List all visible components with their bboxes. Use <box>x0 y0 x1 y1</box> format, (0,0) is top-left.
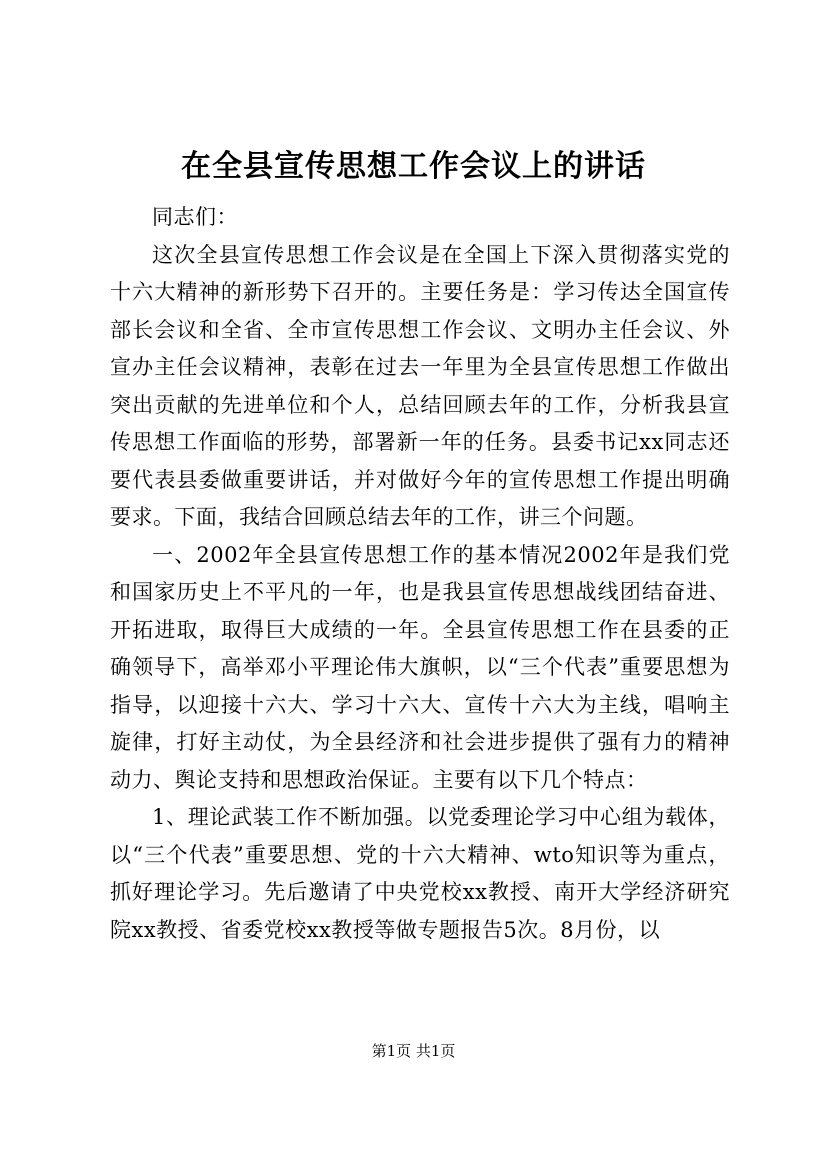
page-number-footer: 第1页 共1页 <box>371 1042 456 1060</box>
salutation-paragraph: 同志们： <box>152 205 238 229</box>
intro-paragraph: 这次全县宣传思想工作会议是在全国上下深入贯彻落实党的十六大精神的新形势下召开的。主要任务是：学习传达全国宣传部长会议和全省、全市宣传思想工作会议、文明办主任会议、外宣办主任会议精神，表彰在过去一年里为全县宣传思想工作做出突出贡献的先进单位和个人，总结回顾去年的工作，分析我县宣传思想工作面临的形势，部署新一年的任务。县委书记xx同志还要代表县委做重要讲话，并对做好今年的宣传思想工作提出明确要求。下面，我结合回顾总结去年的工作，讲三个问题。 <box>110 242 730 529</box>
document-body <box>110 199 730 949</box>
point-one-paragraph: 1、理论武装工作不断加强。以党委理论学习中心组为载体，以“三个代表”重要思想、党的十六大精神、wto知识等为重点，抓好理论学习。先后邀请了中央党校xx教授、南开大学经济研究院xx教授、省委党校xx教授等做专题报告5次。8月份，以 <box>110 805 730 942</box>
document-title: 在全县宣传思想工作会议上的讲话 <box>181 149 646 184</box>
section-one-paragraph: 一、2002年全县宣传思想工作的基本情况2002年是我们党和国家历史上不平凡的一年，也是我县宣传思想战线团结奋进、开拓进取，取得巨大成绩的一年。全县宣传思想工作在县委的正确领导下，高举邓小平理论伟大旗帜，以“三个代表”重要思想为指导，以迎接十六大、学习十六大、宣传十六大为主线，唱响主旋律，打好主动仗，为全县经济和社会进步提供了强有力的精神动力、舆论支持和思想政治保证。主要有以下几个特点： <box>110 542 730 792</box>
